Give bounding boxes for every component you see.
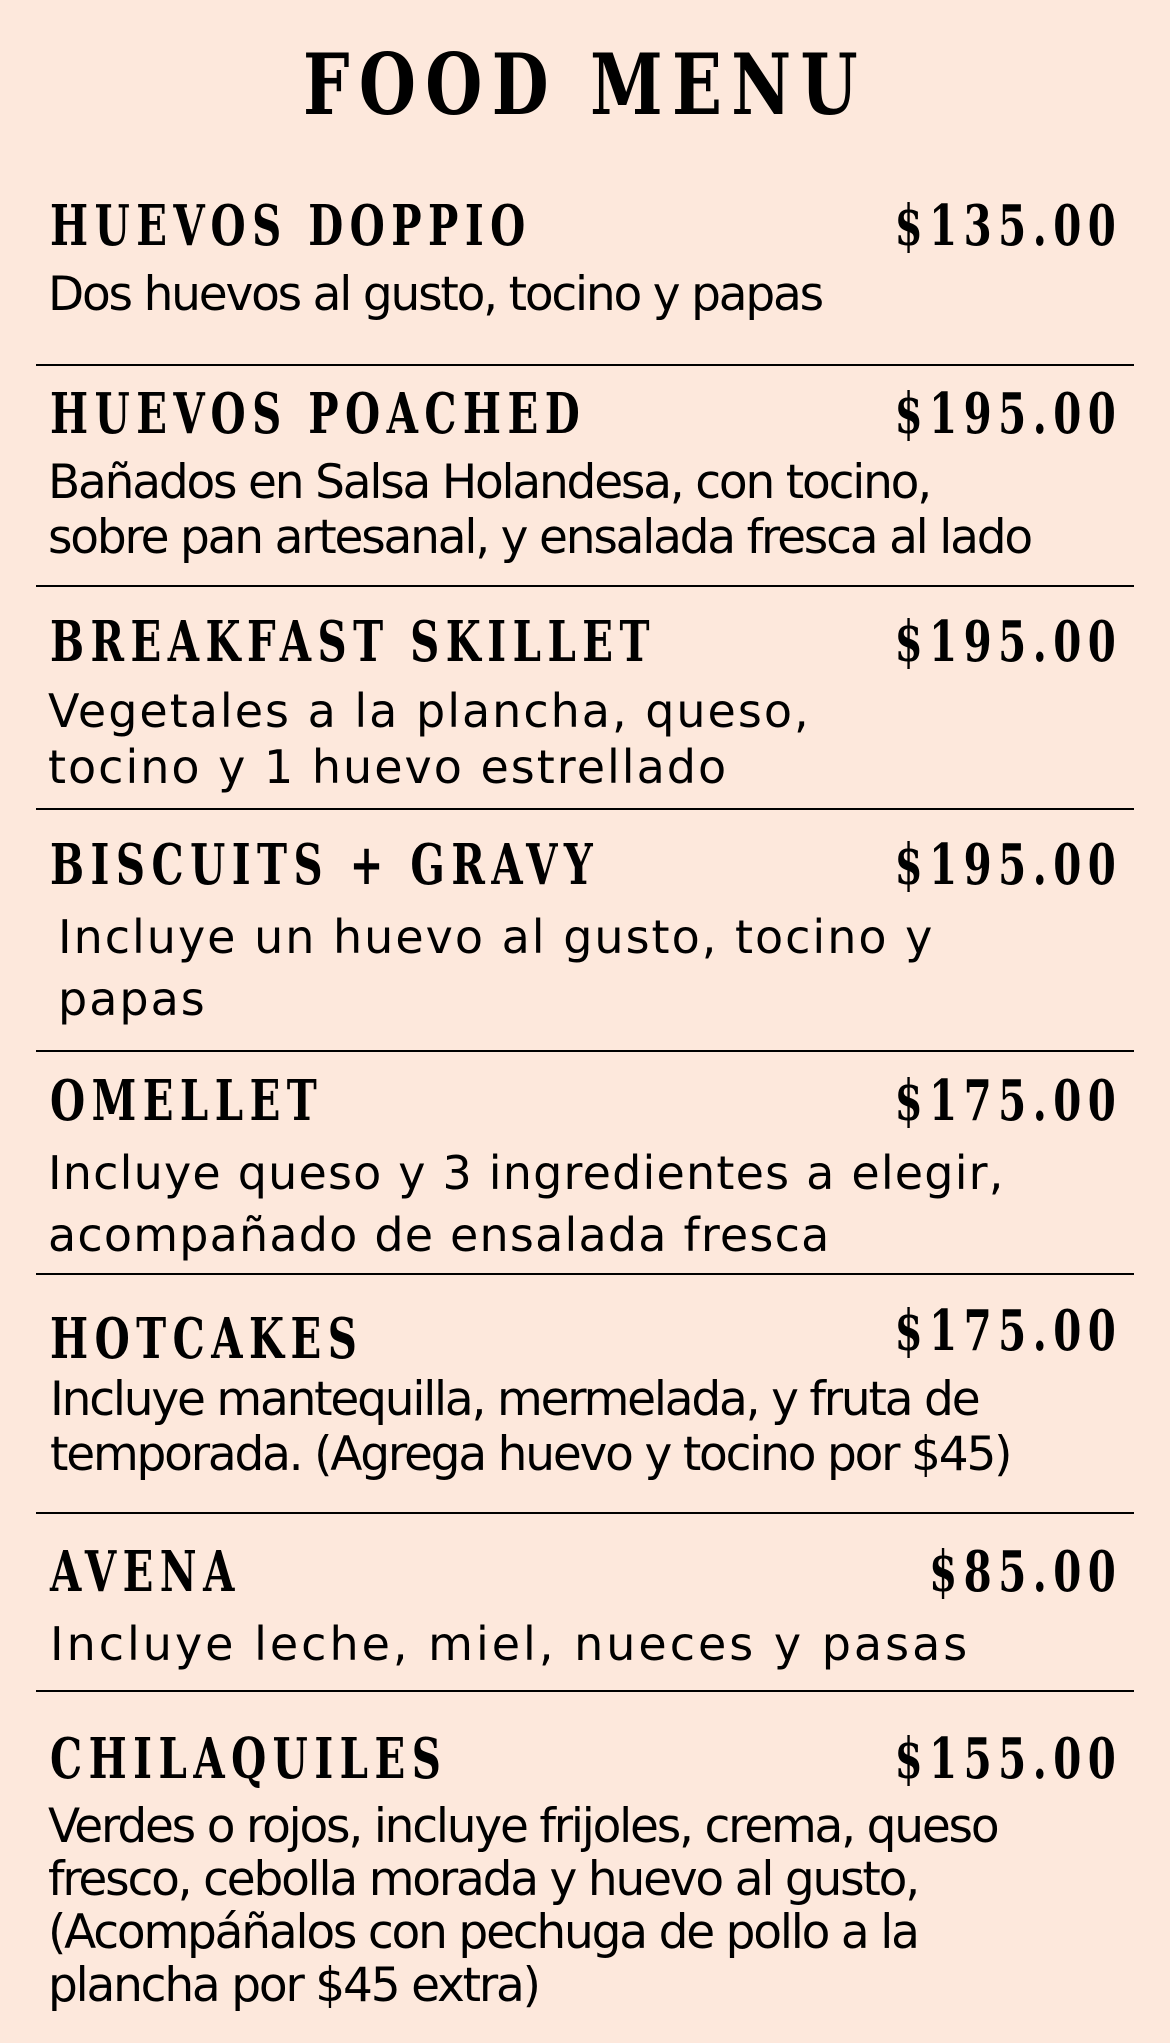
item-header (36, 185, 1136, 267)
item-name: AVENA (50, 1539, 241, 1605)
item-name: HUEVOS POACHED (50, 381, 587, 447)
item-name: BREAKFAST SKILLET (50, 609, 656, 675)
item-price: $175.00 (894, 1298, 1122, 1364)
divider (36, 1050, 1134, 1052)
item-header (36, 1060, 1136, 1142)
menu-item-breakfast-skillet (36, 601, 1136, 795)
item-price: $195.00 (894, 832, 1122, 898)
item-description: (Acompáñalos con pechuga de pollo a la (48, 1905, 918, 1960)
item-description: Dos huevos al gusto, tocino y papas (48, 267, 822, 322)
item-description: temporada. (Agrega huevo y tocino por $45) (50, 1427, 1011, 1482)
item-price: $85.00 (928, 1539, 1122, 1605)
menu-item-omellet (36, 1060, 1136, 1266)
item-header (36, 1290, 1136, 1372)
menu-item-huevos-doppio (36, 185, 1136, 322)
item-description: Incluye leche, miel, nueces y pasas (50, 1617, 971, 1671)
divider (36, 1690, 1134, 1692)
divider (36, 364, 1134, 366)
item-name: CHILAQUILES (50, 1726, 448, 1792)
menu-item-hotcakes (36, 1290, 1136, 1482)
menu-item-chilaquiles (36, 1718, 1136, 2012)
divider (36, 808, 1134, 810)
item-description: papas (58, 972, 207, 1026)
item-price: $195.00 (894, 381, 1122, 447)
item-description: Incluye queso y 3 ingredientes a elegir, (48, 1146, 1005, 1200)
item-description: Vegetales a la plancha, queso, (48, 684, 811, 738)
item-description: Incluye mantequilla, mermelada, y fruta de (50, 1372, 979, 1427)
item-header (36, 373, 1136, 455)
item-price: $195.00 (894, 609, 1122, 675)
item-header (36, 1718, 1136, 1800)
divider (36, 1512, 1134, 1514)
item-description: fresco, cebolla morada y huevo al gusto, (48, 1852, 918, 1907)
item-description: tocino y 1 huevo estrellado (48, 740, 729, 794)
item-description: Bañados en Salsa Holandesa, con tocino, (48, 455, 930, 510)
item-header (36, 1531, 1136, 1613)
item-description: plancha por $45 extra) (48, 1958, 539, 2013)
item-price: $155.00 (894, 1726, 1122, 1792)
menu-title: FOOD MENU (302, 35, 868, 134)
item-description: Incluye un huevo al gusto, tocino y (58, 910, 935, 964)
item-description: Verdes o rojos, incluye frijoles, crema, queso (48, 1799, 998, 1854)
item-name: BISCUITS + GRAVY (50, 832, 600, 898)
divider (36, 1273, 1134, 1275)
item-description: sobre pan artesanal, y ensalada fresca al lado (48, 510, 1031, 565)
menu-item-avena (36, 1531, 1136, 1675)
item-price: $135.00 (894, 193, 1122, 259)
item-name: HOTCAKES (50, 1306, 364, 1372)
item-description: acompañado de ensalada fresca (48, 1208, 831, 1262)
item-name: OMELLET (50, 1068, 324, 1134)
menu-item-huevos-poached (36, 373, 1136, 565)
item-price: $175.00 (894, 1068, 1122, 1134)
menu-item-biscuits-gravy (36, 824, 1136, 1030)
item-header (36, 824, 1136, 906)
item-name: HUEVOS DOPPIO (50, 193, 532, 259)
divider (36, 585, 1134, 587)
item-header (36, 601, 1136, 683)
